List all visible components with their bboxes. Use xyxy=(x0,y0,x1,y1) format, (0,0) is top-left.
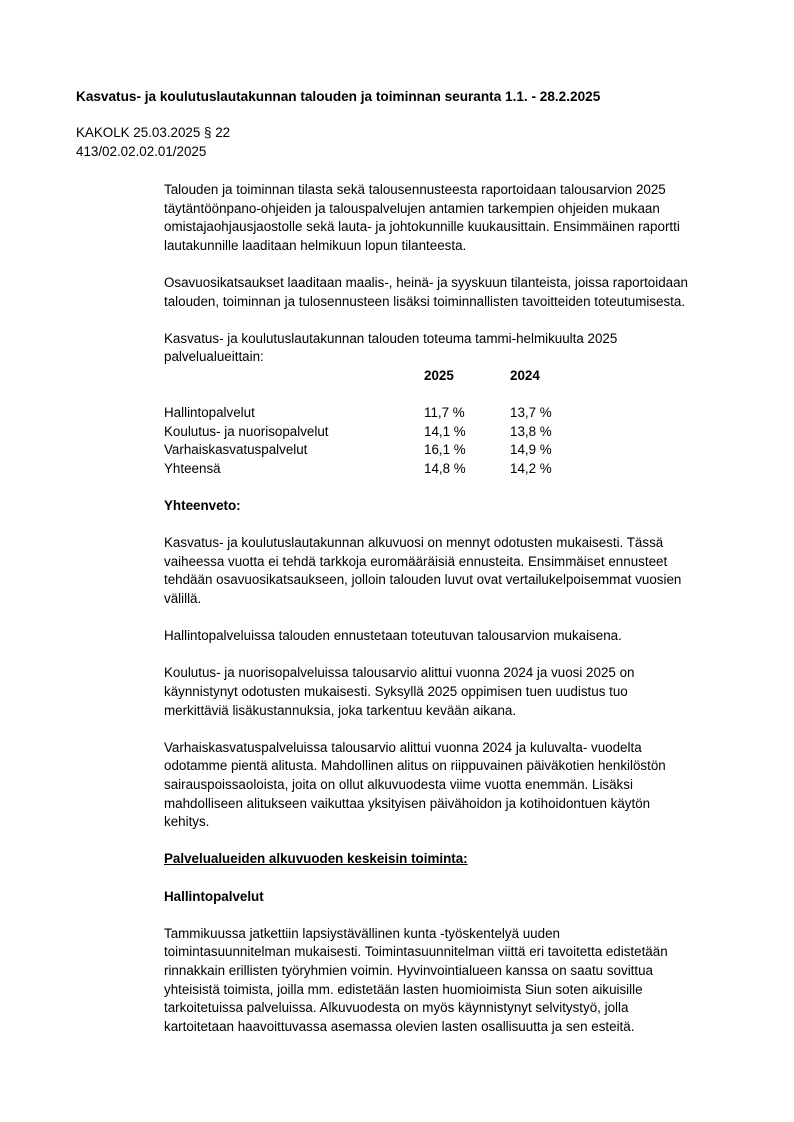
table-header-cell: 2025 xyxy=(424,367,454,383)
text-line: palvelualueittain: xyxy=(164,349,264,365)
text-line: mahdolliseen alitukseen vaikuttaa yksityisen päivähoidon ja kotihoidontuen käytön xyxy=(164,795,651,811)
intro-paragraph-2 xyxy=(164,274,744,311)
document-meta xyxy=(76,124,230,161)
table-cell: 13,8 % xyxy=(510,423,552,439)
table-spacer xyxy=(164,386,744,405)
summary-paragraph-1 xyxy=(164,534,744,608)
table-row xyxy=(164,460,744,479)
text-line: sairauspoissaoloista, joita on ollut alkuvuodesta viime vuotta enemmän. Lisäksi xyxy=(164,777,633,792)
text-line: käynnistynyt odotusten mukaisesti. Syksyllä 2025 oppimisen tuen uudistus tuo xyxy=(164,684,628,700)
table-cell: Varhaiskasvatuspalvelut xyxy=(164,442,308,458)
text-line: Kasvatus- ja koulutuslautakunnan talouden toteuma tammi-helmikuulta 2025 xyxy=(164,330,618,346)
meeting-reference: KAKOLK 25.03.2025 § 22 xyxy=(76,125,231,140)
text-line: tehdään osavuosikatsaukseen, jolloin talouden luvut ovat vertailukelpoisemmat vuosien xyxy=(164,572,682,588)
table-row xyxy=(164,441,744,460)
intro-paragraph-3 xyxy=(164,330,744,367)
text-line: kartoitetaan haavoittuvassa asemassa olevien lasten osallisuutta ja sen esteitä. xyxy=(164,1018,635,1034)
text-line: Varhaiskasvatuspalveluissa talousarvio alittui vuonna 2024 ja kuluvalta- vuodelta xyxy=(164,739,642,755)
text-line: Tammikuussa jatkettiin lapsiystävällinen kunta -työskentelyä uuden xyxy=(164,925,560,941)
text-line: kehitys. xyxy=(164,814,210,830)
summary-heading: Yhteenveto: xyxy=(164,498,241,514)
activities-subheading: Hallintopalvelut xyxy=(164,888,264,904)
table-cell: 14,2 % xyxy=(510,460,552,476)
text-line: merkittäviä lisäkustannuksia, joka tarkentuu kevään aikana. xyxy=(164,702,517,718)
table-header-cell: 2024 xyxy=(510,367,540,383)
record-number: 413/02.02.02.01/2025 xyxy=(76,143,207,159)
table-cell: 13,7 % xyxy=(510,405,552,421)
table-cell: 16,1 % xyxy=(424,442,466,458)
table-header-cell xyxy=(164,367,424,386)
summary-paragraph-3 xyxy=(164,664,744,720)
table-cell: 11,7 % xyxy=(424,405,465,421)
activities-paragraph-1 xyxy=(164,925,744,1037)
summary-paragraph-4 xyxy=(164,739,744,832)
table-row xyxy=(164,423,744,442)
text-line: Hallintopalveluissa talouden ennustetaan toteutuvan talousarvion mukaisena. xyxy=(164,628,622,644)
activities-heading: Palvelualueiden alkuvuoden keskeisin toiminta: xyxy=(164,851,468,867)
text-line: täytäntöönpano-ohjeiden ja talouspalvelujen antamien tarkempien ohjeiden mukaan xyxy=(164,200,660,216)
summary-paragraph-2 xyxy=(164,627,744,646)
text-line: toimintasuunnitelman mukaisesti. Toimintasuunnitelman viittä eri tavoitetta edistetään xyxy=(164,944,668,960)
text-line: välillä. xyxy=(164,591,202,607)
text-line: tarkoitetuissa palveluissa. Alkuvuodesta on myös käynnistynyt selvitystyö, jolla xyxy=(164,1000,629,1016)
text-line: odotamme pientä alitusta. Mahdollinen alitus on riippuvainen päiväkotien henkilöstön xyxy=(164,758,666,774)
table-cell: 14,1 % xyxy=(424,423,466,439)
document-body xyxy=(164,181,744,1055)
table-cell: 14,8 % xyxy=(424,460,466,476)
text-line: Talouden ja toiminnan tilasta sekä talousennusteesta raportoidaan talousarvion 2025 xyxy=(164,182,666,197)
text-line: talouden, toiminnan ja tulosennusteen lisäksi toiminnallisten tavoitteiden toteutumisesta. xyxy=(164,293,686,309)
budget-realization-table xyxy=(164,367,744,479)
text-line: vaiheessa vuotta ei tehdä tarkkoja euromääräisiä ennusteita. Ensimmäiset ennusteet xyxy=(164,553,668,569)
table-cell: Yhteensä xyxy=(164,460,221,476)
table-row xyxy=(164,404,744,423)
text-line: Koulutus- ja nuorisopalveluissa talousarvio alittui vuonna 2024 ja vuosi 2025 on xyxy=(164,665,635,681)
text-line: rinnakkain erillisten työryhmien voimin. Hyvinvointialueen kanssa on saatu sovittua xyxy=(164,962,654,978)
text-line: Kasvatus- ja koulutuslautakunnan alkuvuosi on mennyt odotusten mukaisesti. Tässä xyxy=(164,535,664,551)
table-cell: Hallintopalvelut xyxy=(164,405,255,421)
table-header-row xyxy=(164,367,744,386)
table-cell: 14,9 % xyxy=(510,442,552,458)
text-line: lautakunnille laaditaan helmikuun lopun tilanteesta. xyxy=(164,237,467,253)
table-cell: Koulutus- ja nuorisopalvelut xyxy=(164,423,329,439)
text-line: Osavuosikatsaukset laaditaan maalis-, heinä- ja syyskuun tilanteista, joissa raportoidaan xyxy=(164,274,689,290)
text-line: omistajaohjausjaostolle sekä lauta- ja johtokunnille kuukausittain. Ensimmäinen raportti xyxy=(164,219,680,235)
text-line: yhteisistä toimista, joilla mm. edistetään lasten huomioimista Siun soten aikuisille xyxy=(164,981,643,997)
intro-paragraph-1 xyxy=(164,181,744,255)
document-title: Kasvatus- ja koulutuslautakunnan talouden ja toiminnan seuranta 1.1. - 28.2.2025 xyxy=(76,89,601,104)
